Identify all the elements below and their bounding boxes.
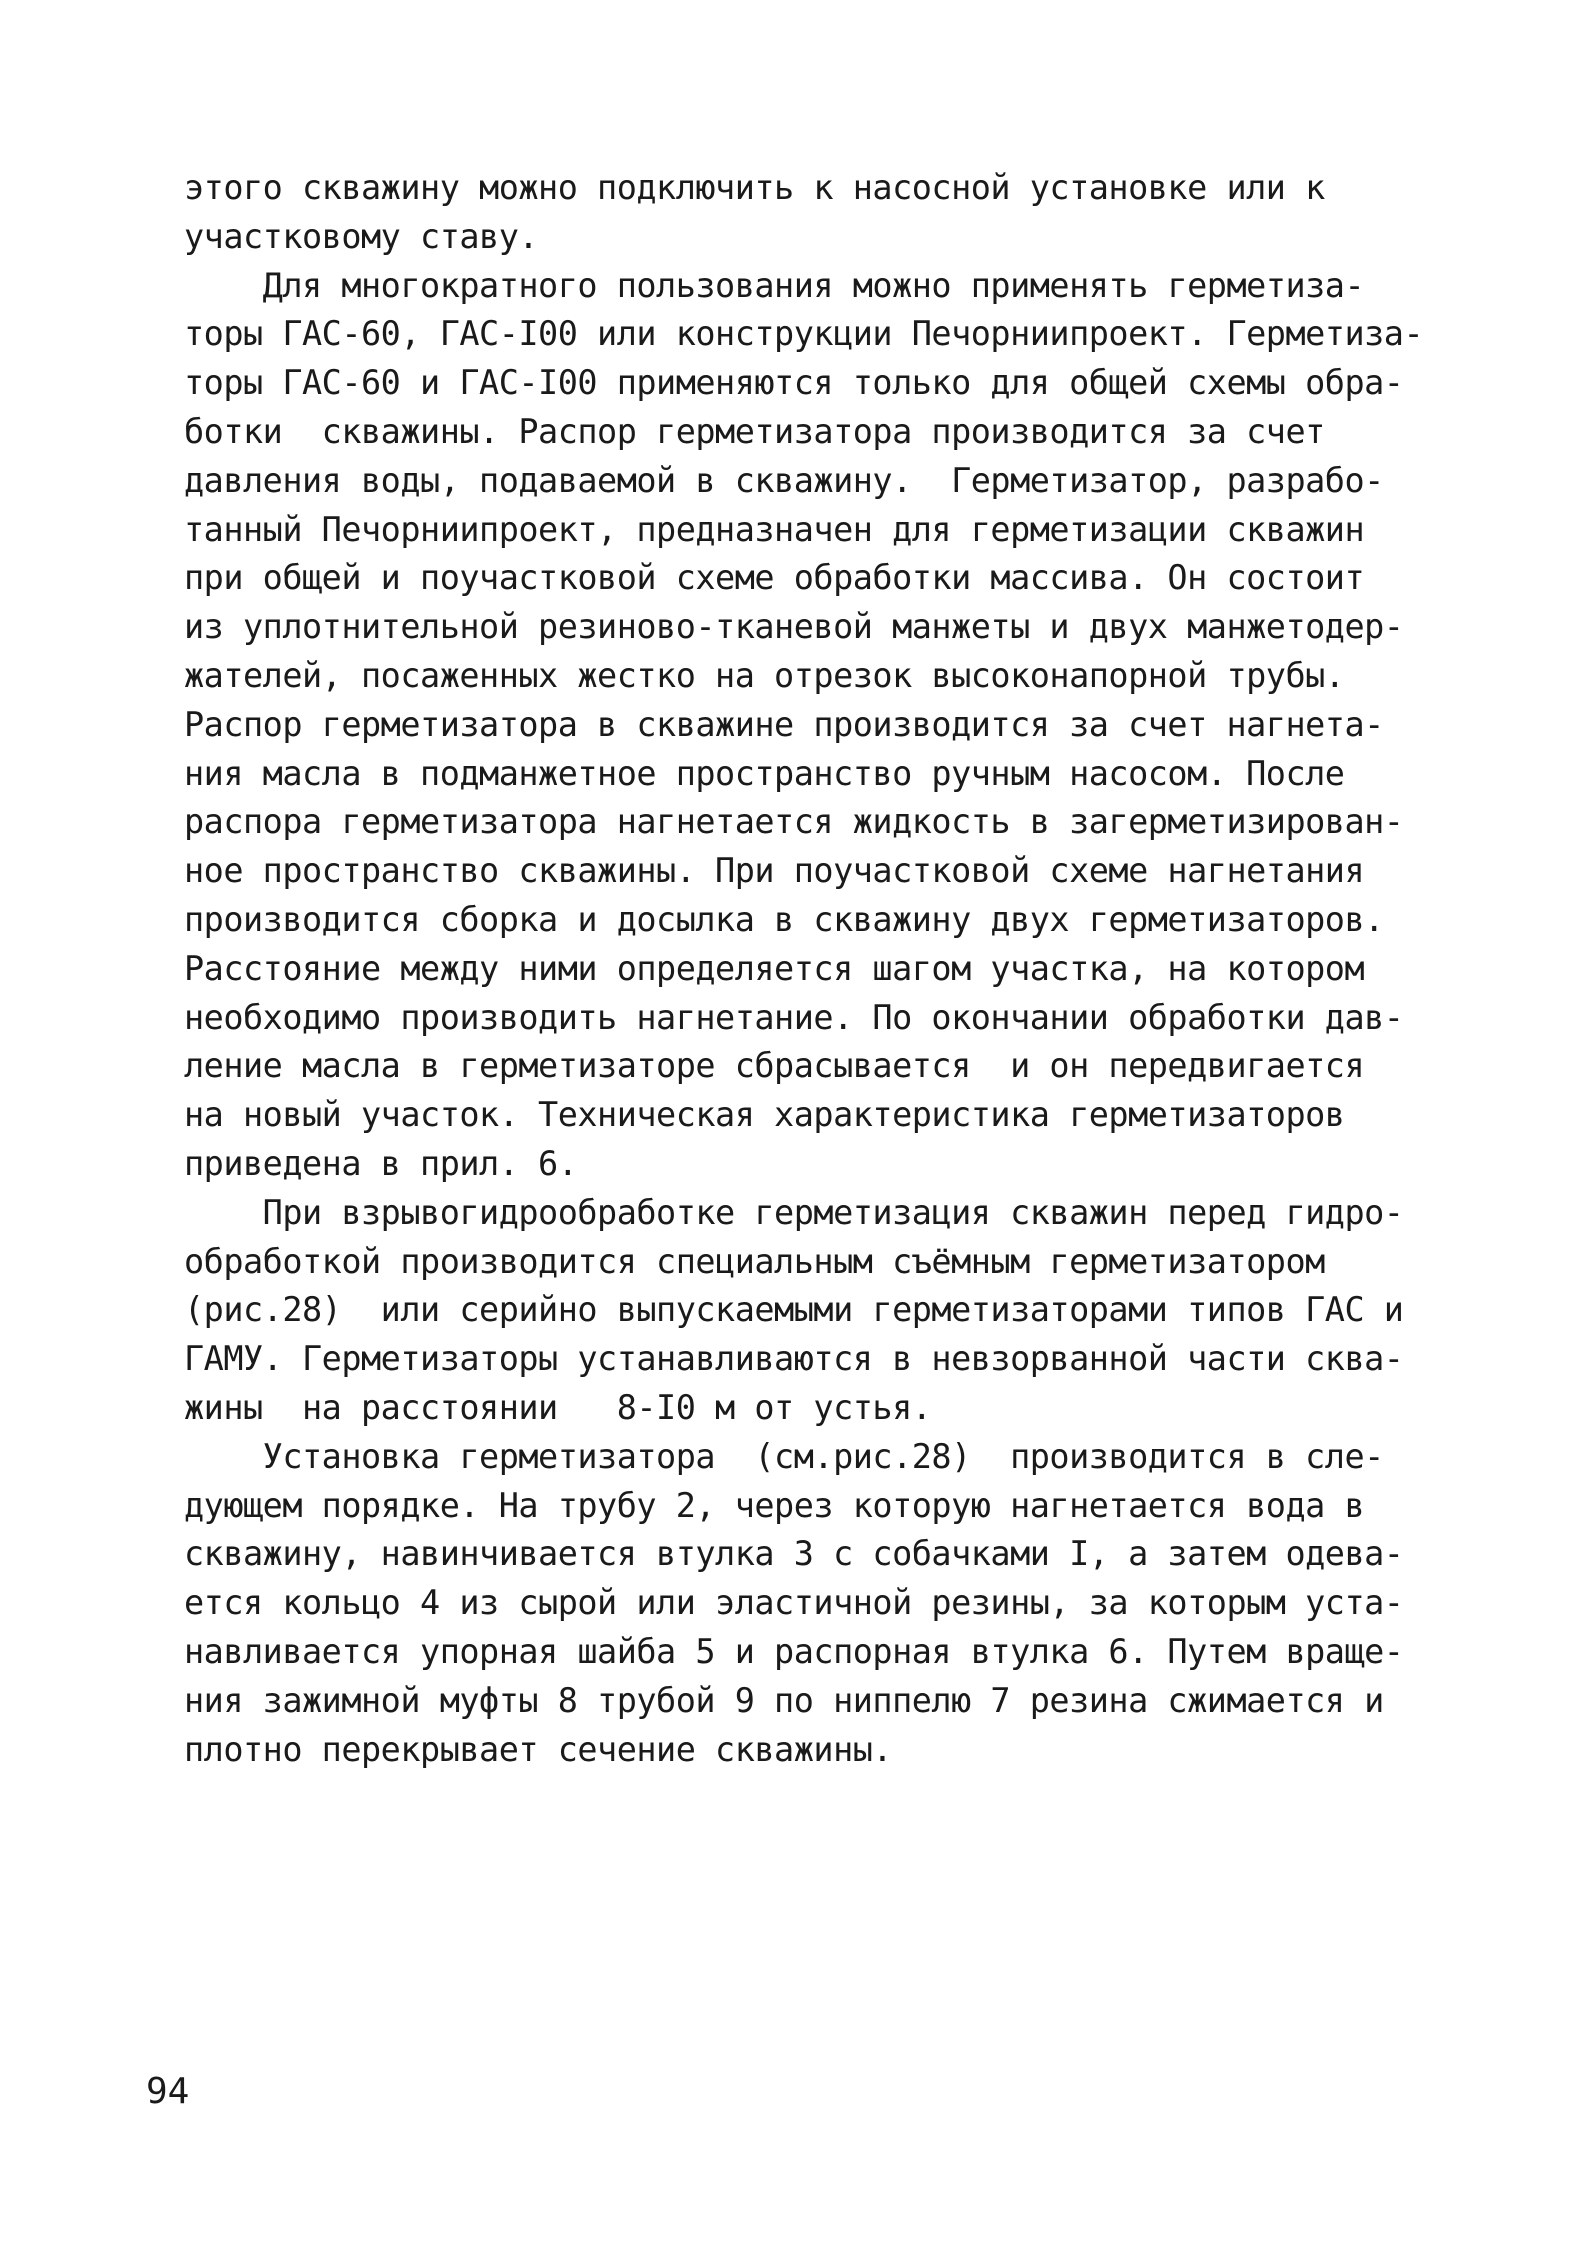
text-line: распора герметизатора нагнетается жидкость в загерметизирован- (184, 802, 1404, 842)
text-line: Для многократного пользования можно применять герметиза- (184, 265, 1365, 305)
text-line: участковому ставу. (184, 216, 539, 256)
text-line: ление масла в герметизаторе сбрасывается и он передвигается (184, 1046, 1365, 1086)
text-line: дующем порядке. На трубу 2, через которую нагнетается вода в (184, 1485, 1365, 1525)
text-line: ГАМУ. Герметизаторы устанавливаются в невзорванной части сква- (184, 1339, 1404, 1379)
text-line: ния зажимной муфты 8 трубой 9 по ниппелю 7 резина сжимается и (184, 1680, 1384, 1720)
text-line: производится сборка и досылка в скважину двух герметизаторов. (184, 899, 1384, 939)
text-line: навливается упорная шайба 5 и распорная втулка 6. Путем враще- (184, 1631, 1404, 1671)
page-number: 94 (146, 2071, 190, 2112)
text-line: ное пространство скважины. При поучастковой схеме нагнетания (184, 851, 1365, 891)
text-line: ния масла в подманжетное пространство ручным насосом. После (184, 753, 1345, 793)
text-line: торы ГАС-60 и ГАС-I00 применяются только для общей схемы обра- (184, 363, 1404, 403)
text-line: при общей и поучастковой схеме обработки массива. Он состоит (184, 558, 1365, 598)
text-line: плотно перекрывает сечение скважины. (184, 1729, 893, 1769)
text-line: на новый участок. Техническая характеристика герметизаторов (184, 1095, 1345, 1135)
text-line: Расстояние между ними определяется шагом участка, на котором (184, 948, 1365, 988)
text-line: из уплотнительной резиново-тканевой манжеты и двух манжетодер- (184, 607, 1404, 647)
text-line: Распор герметизатора в скважине производится за счет нагнета- (184, 704, 1384, 744)
text-line: приведена в прил. 6. (184, 1143, 578, 1183)
text-line: скважину, навинчивается втулка 3 с собачками I, а затем одева- (184, 1534, 1404, 1574)
text-line: торы ГАС-60, ГАС-I00 или конструкции Печорниипроект. Герметиза- (184, 314, 1424, 354)
text-line: (рис.28) или серийно выпускаемыми герметизаторами типов ГАС и (184, 1290, 1404, 1330)
text-line: обработкой производится специальным съёмным герметизатором (184, 1241, 1325, 1281)
text-line: ется кольцо 4 из сырой или эластичной резины, за которым уста- (184, 1583, 1404, 1623)
body-text (184, 164, 1484, 1774)
text-line: танный Печорниипроект, предназначен для герметизации скважин (184, 509, 1365, 549)
text-line: жины на расстоянии 8-I0 м от устья. (184, 1387, 932, 1427)
text-line: давления воды, подаваемой в скважину. Герметизатор, разрабо- (184, 460, 1384, 500)
text-line: этого скважину можно подключить к насосной установке или к (184, 168, 1325, 207)
text-line: необходимо производить нагнетание. По окончании обработки дав- (184, 997, 1404, 1037)
text-line: ботки скважины. Распор герметизатора производится за счет (184, 411, 1325, 451)
text-line: При взрывогидрообработке герметизация скважин перед гидро- (184, 1192, 1404, 1232)
text-line: Установка герметизатора (см.рис.28) производится в сле- (184, 1436, 1384, 1476)
text-line: жателей, посаженных жестко на отрезок высоконапорной трубы. (184, 655, 1345, 695)
